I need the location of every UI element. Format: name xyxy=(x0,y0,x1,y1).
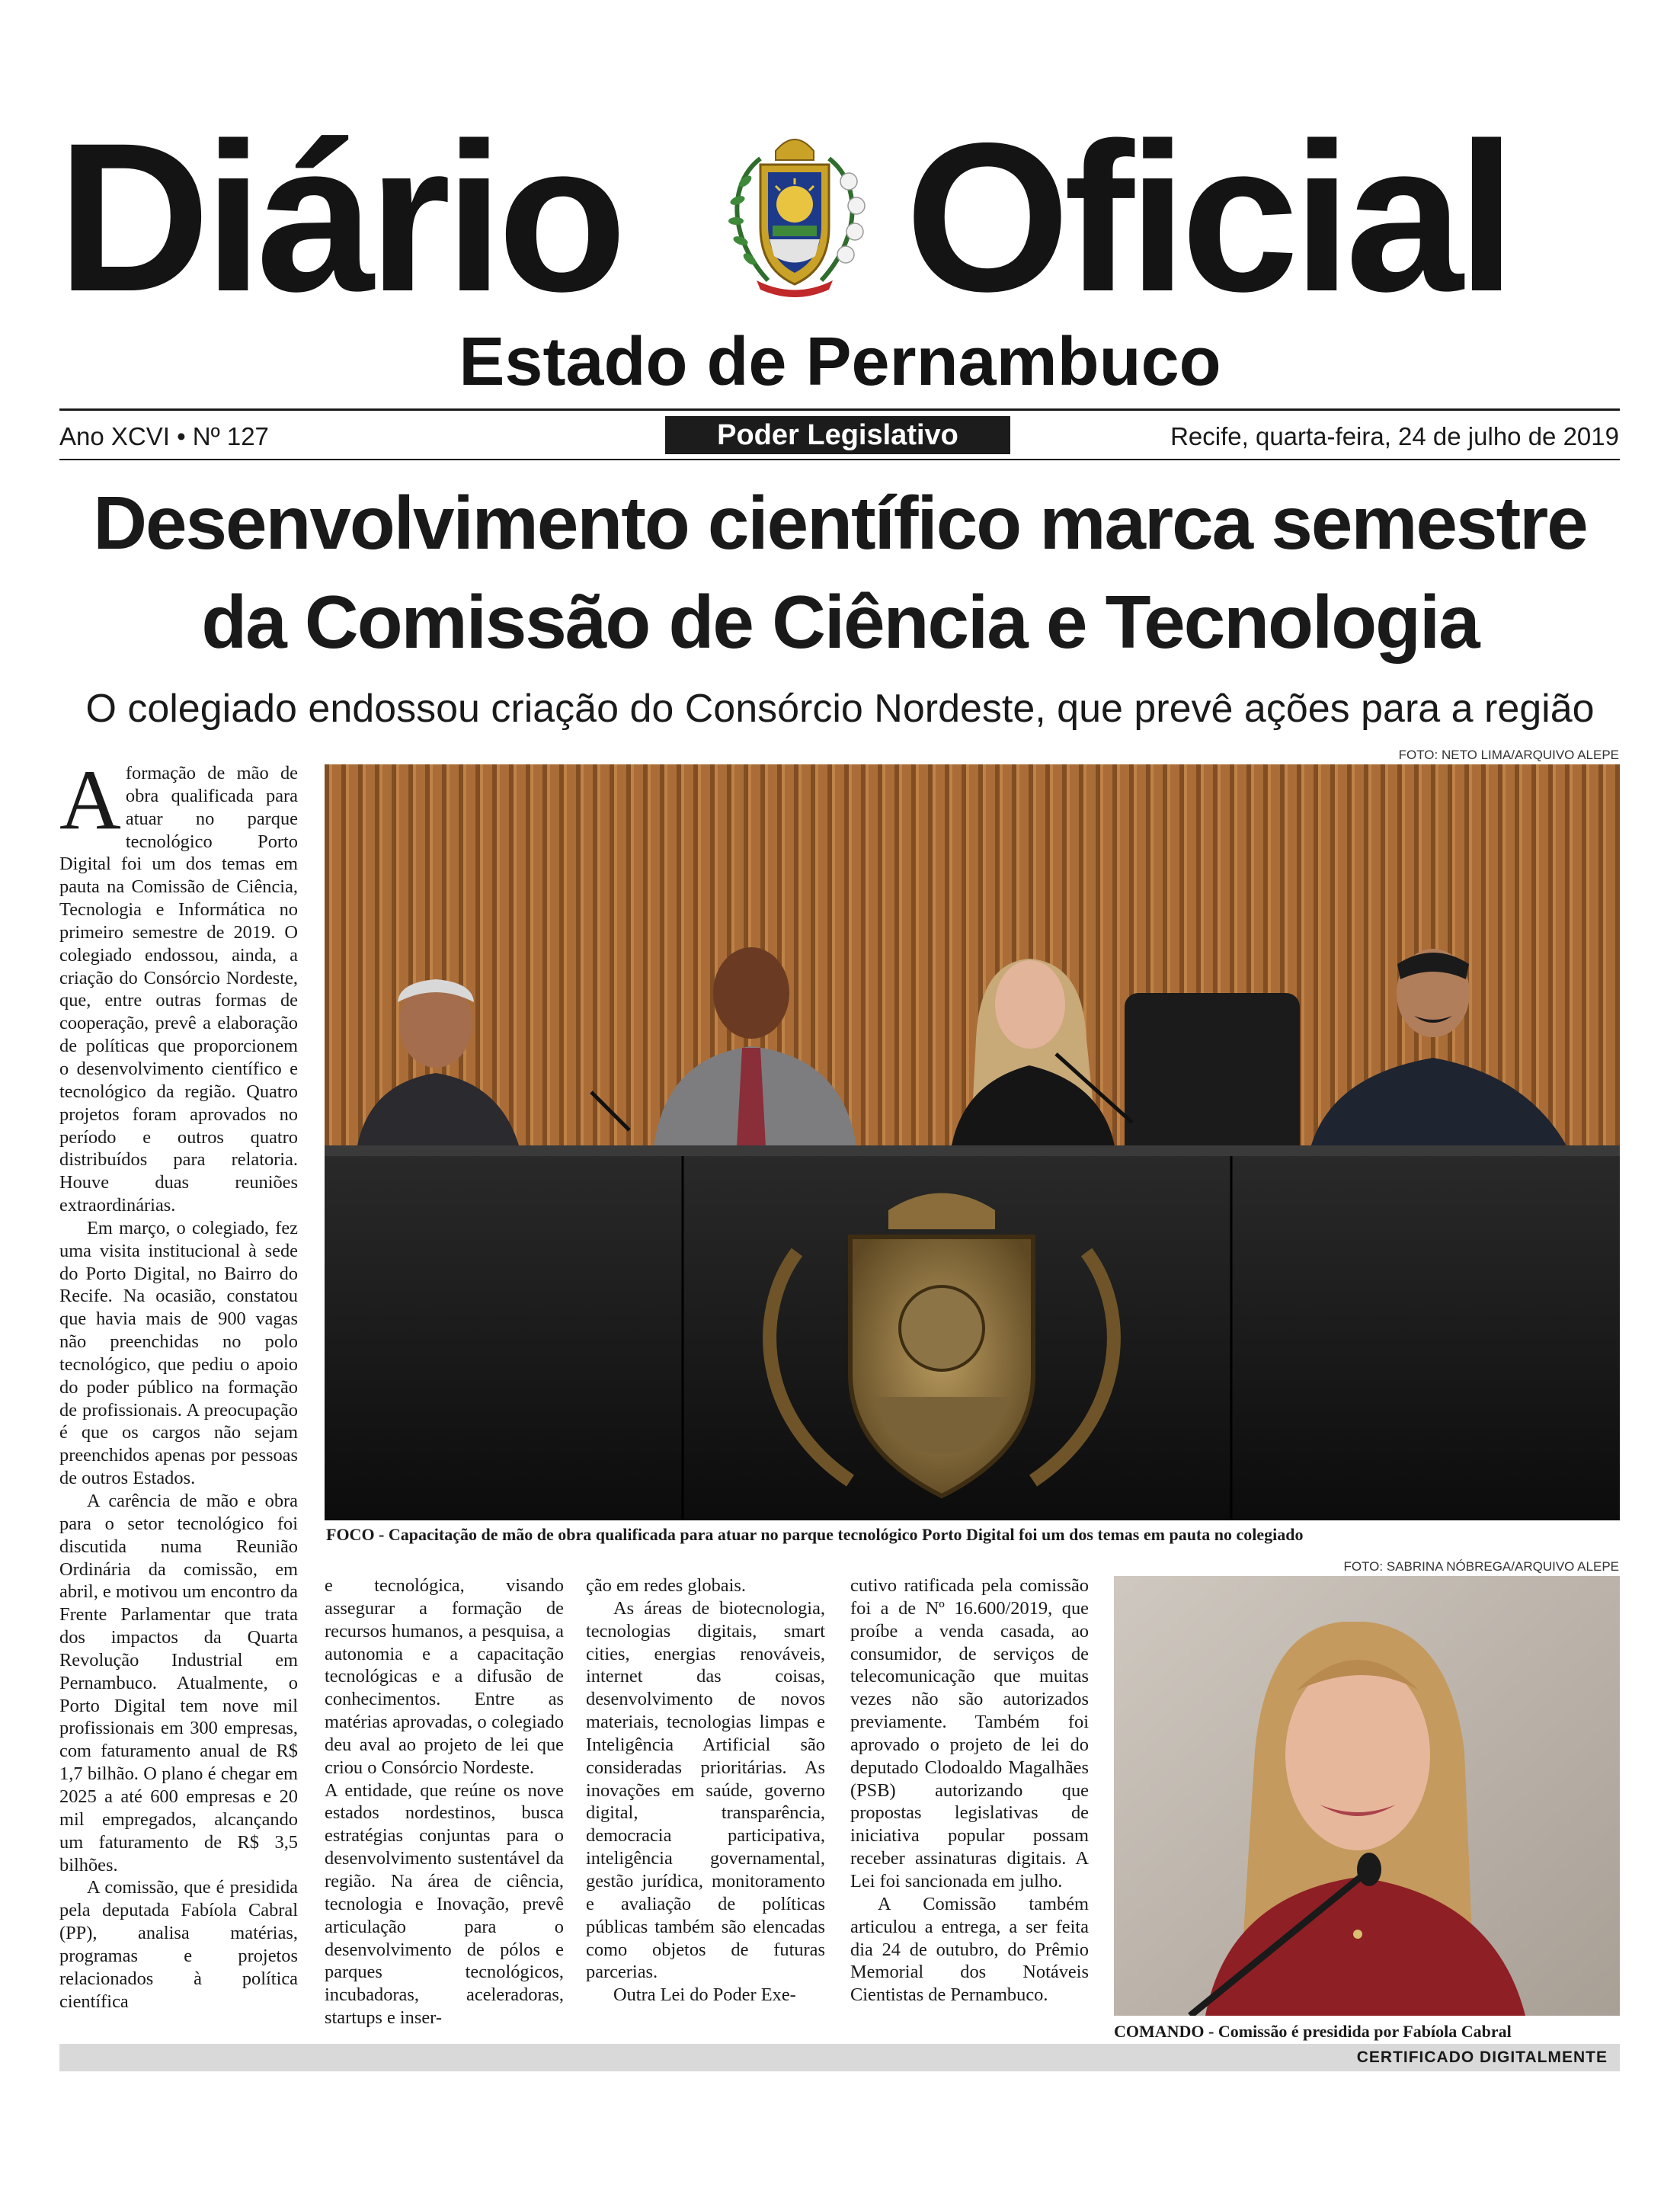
portrait-photo xyxy=(1114,1576,1620,2016)
photo2-caption: COMANDO - Comissão é presidida por Fabíola Cabral xyxy=(1114,2022,1512,2041)
masthead-top-rule xyxy=(59,408,1620,411)
photo2-credit: FOTO: SABRINA NÓBREGA/ARQUIVO ALEPE xyxy=(1343,1559,1619,1574)
body-column-2 xyxy=(325,1574,564,2029)
col1-paragraph-4: A comissão, que é presidida pela deputada Fabíola Cabral (PP), analisa matérias, programas e projetos relacionados à política científica xyxy=(59,1877,298,2012)
photo1-credit: FOTO: NETO LIMA/ARQUIVO ALEPE xyxy=(1398,748,1619,762)
coat-of-arms-icon xyxy=(715,128,875,297)
publication-date: Recife, quarta-feira, 24 de julho de 2019 xyxy=(1170,422,1619,450)
col1-paragraph-1: formação de mão de obra qualificada para atuar no parque tecnológico Porto Digital foi um dos temas em pauta na Comissão de Ciência, Tecnologia e Informática no primeiro semestre de 2019. O colegiado endossou, ainda, a criação do Consórcio Nordeste, que, entre outras formas de cooperação, prevê a elaboração de políticas que proporcionem o desenvolvimento científico e tecnológico da região. Quatro projetos foram aprovados no período e outros quatro distribuídos para relatoria. Houve duas reuniões extraordinárias. xyxy=(59,763,298,1216)
photo1-caption: FOCO - Capacitação de mão de obra qualificada para atuar no parque tecnológico Porto Digital foi um dos temas em pauta no colegiado xyxy=(326,1525,1304,1544)
section-label: Poder Legislativo xyxy=(665,416,1010,454)
masthead-subtitle: Estado de Pernambuco xyxy=(459,324,1221,400)
col4-paragraph-2: A Comissão também articulou a entrega, a ser feita dia 24 de outubro, do Prêmio Memorial dos Notáveis Cientistas de Pernambuco. xyxy=(850,1893,1089,2006)
col3-paragraph-3: Outra Lei do Poder Exe- xyxy=(613,1984,796,2006)
col3-paragraph-1: ção em redes globais. xyxy=(586,1575,746,1596)
col1-paragraph-2: Em março, o colegiado, fez uma visita institucional à sede do Porto Digital, no Bairro do Recife. Na ocasião, constatou que havia mais de 900 vagas não preenchidas no polo tecnológico, que pediu o apoio do poder público na formação de profissionais. A preocupação é que os cargos não sejam preenchidos apenas por pessoas de outros Estados. xyxy=(59,1217,298,1489)
masthead-bottom-rule xyxy=(59,459,1620,460)
body-column-1 xyxy=(59,753,298,2013)
headline-line-1: Desenvolvimento científico marca semestre xyxy=(93,481,1587,565)
headline-line-2: da Comissão de Ciência e Tecnologia xyxy=(201,580,1479,664)
col2-paragraph-1: e tecnológica, visando assegurar a formação de recursos humanos, a pesquisa, a autonomia e a capacitação tecnológicas e a difusão de conhecimentos. Entre as matérias aprovadas, o colegiado deu aval ao projeto de lei que criou o Consórcio Nordeste. xyxy=(325,1575,564,1778)
footer-bar xyxy=(59,2044,1620,2071)
edition-number: Ano XCVI • Nº 127 xyxy=(59,422,269,450)
masthead-title-word2: Oficial xyxy=(905,98,1510,335)
col4-paragraph-1: cutivo ratificada pela comissão foi a de Nº 16.600/2019, que proíbe a venda casada, ao consumidor, de serviços de telecomunicação que muitas vezes não são autorizados previamente. Também foi aprovado o projeto de lei do deputado Clodoaldo Magalhães (PSB) autorizando que propostas legislativas de iniciativa popular possam receber assinaturas digitais. A Lei foi sancionada em julho. xyxy=(850,1575,1089,1891)
col3-paragraph-2: As áreas de biotecnologia, tecnologias digitais, smart cities, energias renováveis, internet das coisas, desenvolvimento de novos materiais, tecnologias limpas e Inteligência Artificial são consideradas prioritárias. As inovações em saúde, governo digital, transparência, democracia participativa, inteligência governamental, gestão jurídica, monitoramento e avaliação de políticas públicas também são elencadas como objetos de futuras parcerias. xyxy=(586,1597,825,1983)
masthead-title-word1: Diário xyxy=(57,98,621,335)
digital-certificate-label: CERTIFICADO DIGITALMENTE xyxy=(1356,2048,1608,2066)
col1-paragraph-3: A carência de mão e obra para o setor tecnológico foi discutida numa Reunião Ordinária da comissão, em abril, e motivou um encontro da Frente Parlamentar que trata dos impactos da Quarta Revolução Industrial em Pernambuco. Atualmente, o Porto Digital tem nove mil profissionais em 300 empresas, com faturamento anual de R$ 1,7 bilhão. O plano é chegar em 2025 a até 600 empresas e 20 mil empregados, alcançando um faturamento de R$ 3,5 bilhões. xyxy=(59,1491,298,1875)
article-deck: O colegiado endossou criação do Consórcio Nordeste, que prevê ações para a região xyxy=(85,687,1595,731)
drop-cap: A xyxy=(59,753,121,847)
body-column-4 xyxy=(850,1574,1089,2007)
col2-paragraph-2: A entidade, que reúne os nove estados nordestinos, busca estratégias conjuntas para o desenvolvimento sustentável da região. Na área de ciência, tecnologia e Inovação, prevê articulação para o desenvolvimento de pólos e parques tecnológicos, incubadoras, aceleradoras, startups e inser- xyxy=(325,1779,564,2029)
main-photo xyxy=(325,764,1620,1520)
body-column-3 xyxy=(586,1574,825,2007)
